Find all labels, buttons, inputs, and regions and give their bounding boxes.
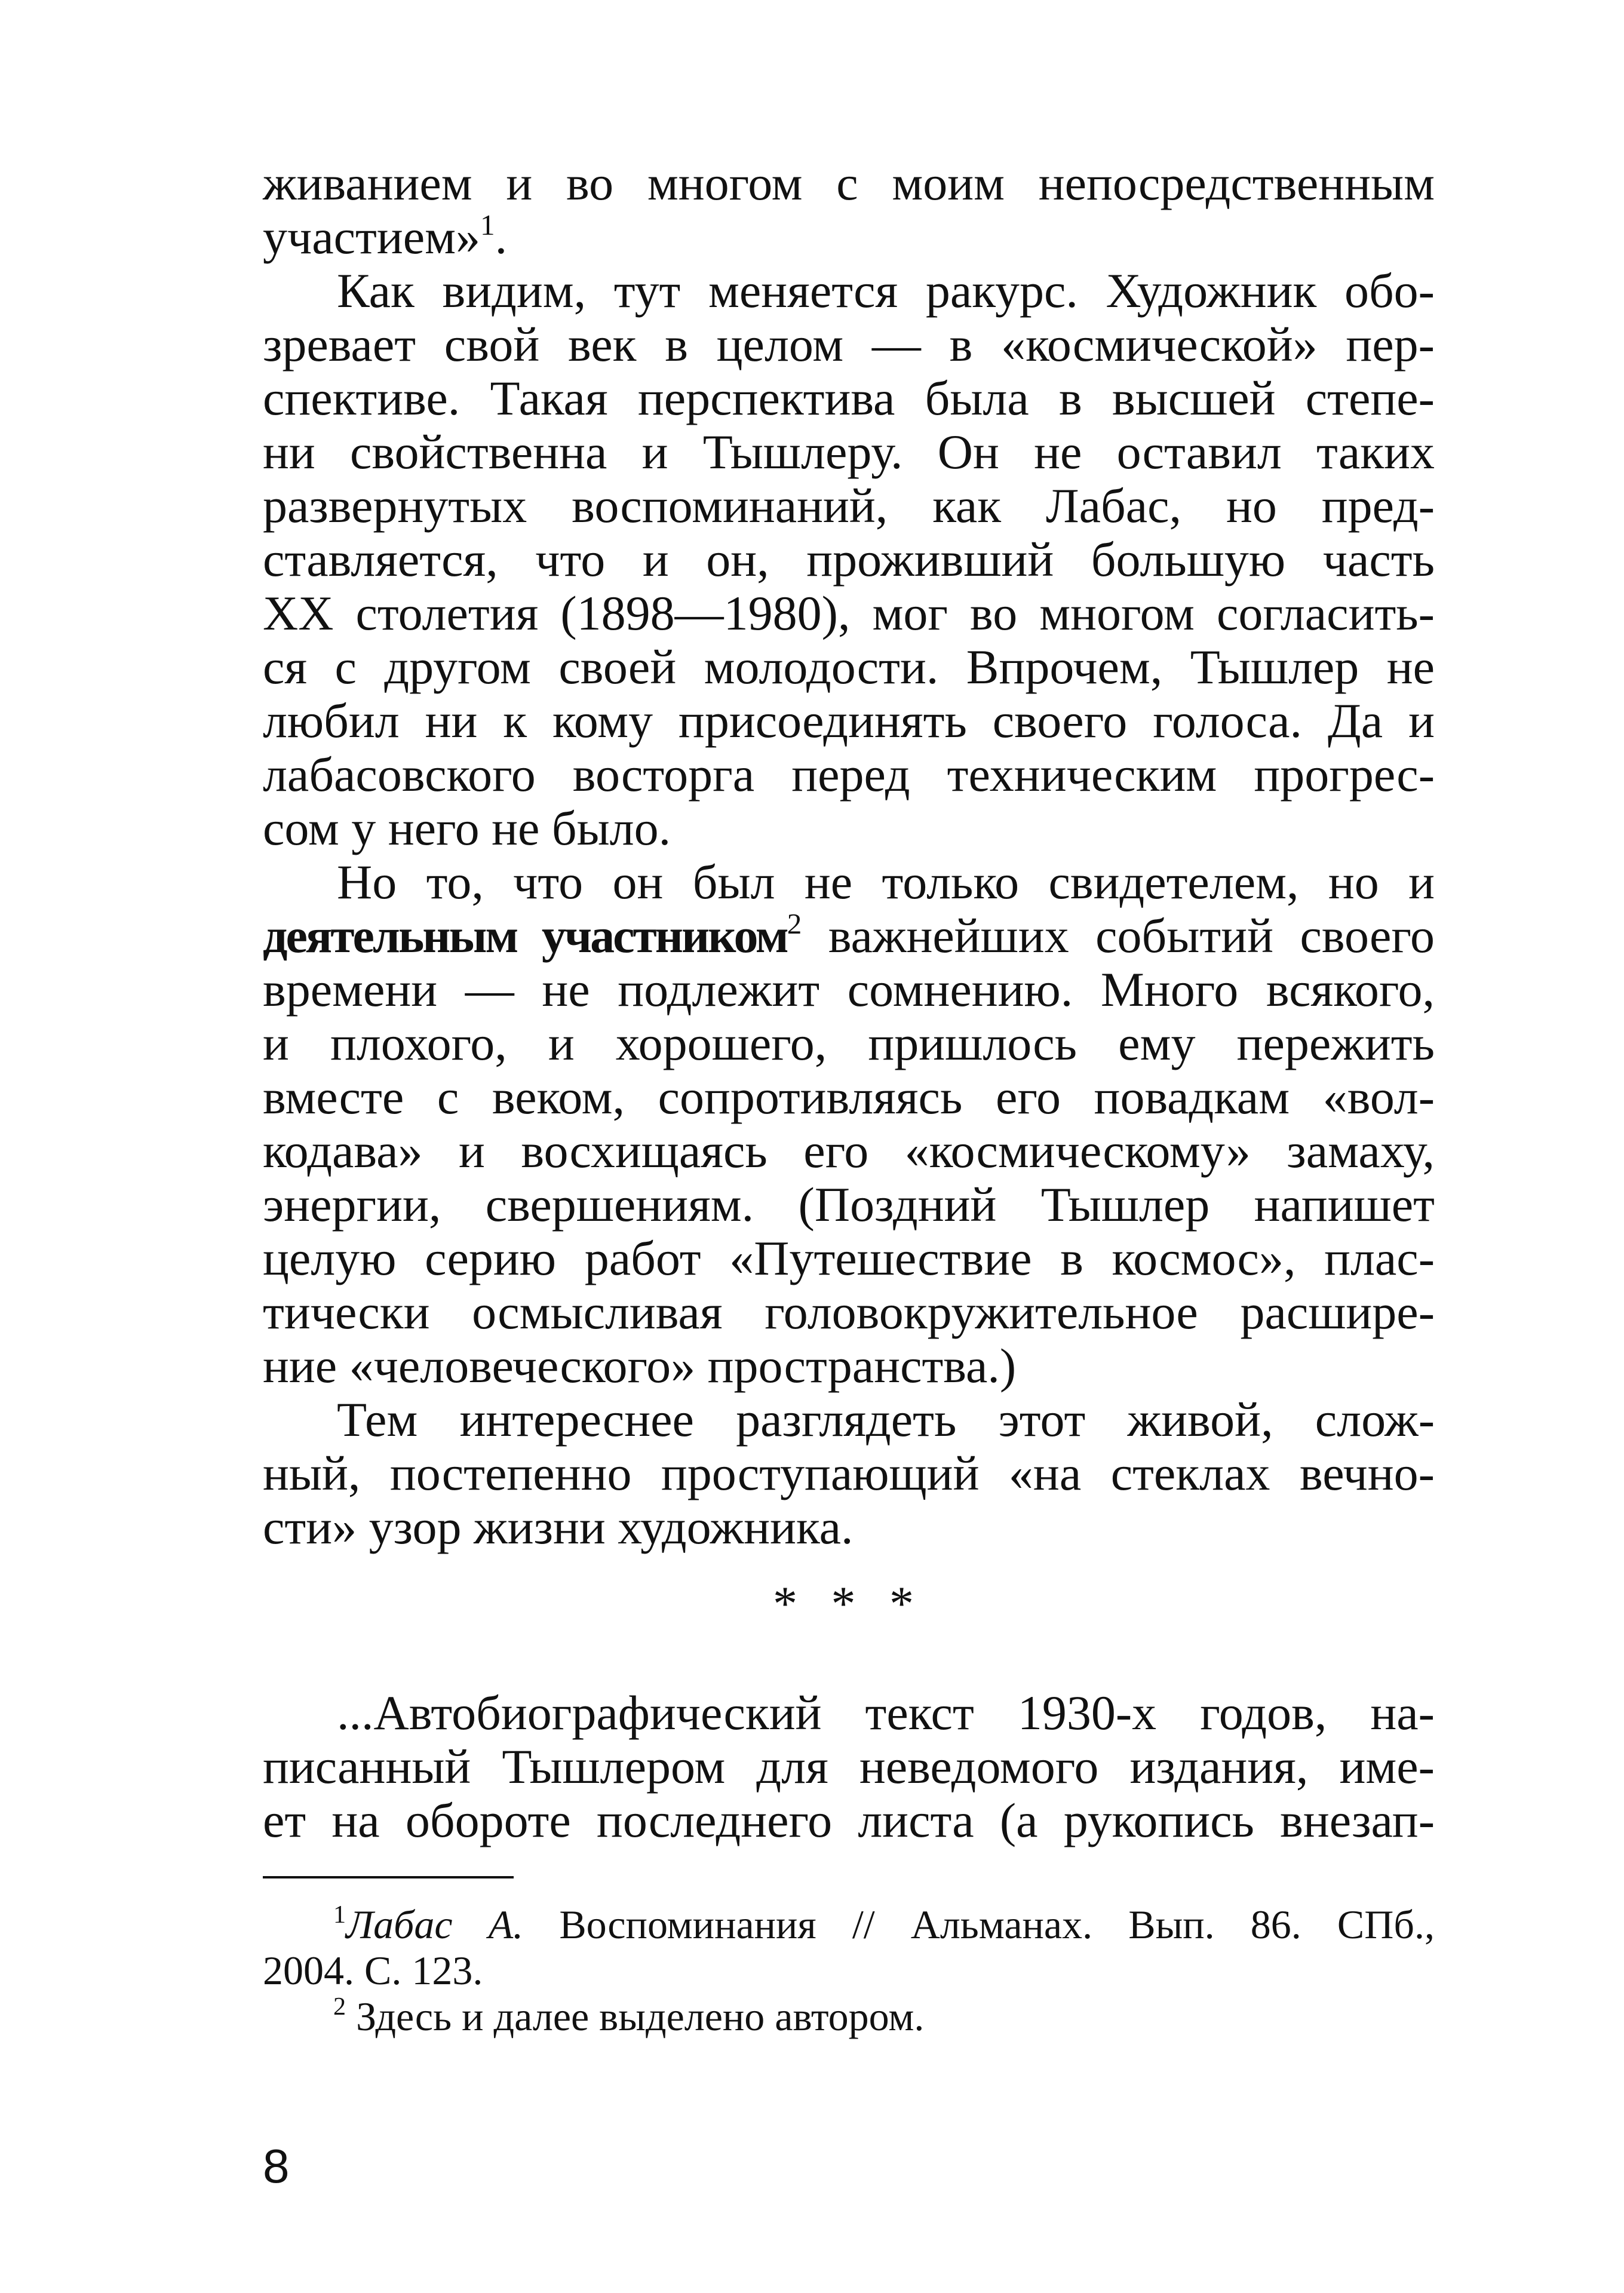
text-fragment: участием» xyxy=(263,210,481,264)
footnote-text: Здесь и далее выделено автором. xyxy=(346,1994,925,2039)
text-line: тически осмысливая головокружительное расшире- xyxy=(263,1285,1435,1339)
text-fragment: важнейших событий своего xyxy=(802,908,1435,963)
footnote-1 xyxy=(263,1902,1435,1948)
footnote-author: Лабас А. xyxy=(346,1902,524,1947)
paragraph xyxy=(263,1393,1435,1554)
text-line: и плохого, и хорошего, пришлось ему пережить xyxy=(263,1016,1435,1070)
text-line: ставляется, что и он, проживший большую часть xyxy=(263,532,1435,587)
paragraph xyxy=(263,855,1435,1393)
paragraph xyxy=(263,1686,1435,1847)
text-line: ни свойственна и Тышлеру. Он не оставил таких xyxy=(263,425,1435,479)
footnote-ref-1: 1 xyxy=(480,208,495,242)
footnote-divider xyxy=(263,1876,514,1878)
text-line: любил ни к кому присоединять своего голоса. Да и xyxy=(263,693,1435,748)
text-line: развернутых воспоминаний, как Лабас, но пред- xyxy=(263,478,1435,533)
text-line: зревает свой век в целом — в «космической» пер- xyxy=(263,317,1435,372)
section-separator: * * * xyxy=(773,1576,925,1631)
text-line: целую серию работ «Путешествие в космос», плас- xyxy=(263,1231,1435,1285)
footnote-2 xyxy=(263,1994,1435,2040)
text-line: ет на обороте последнего листа (а рукопись внезап- xyxy=(263,1793,1435,1847)
paragraph-continuation xyxy=(263,156,1435,264)
text-line: вместе с веком, сопротивляясь его повадкам «вол- xyxy=(263,1070,1435,1124)
text-fragment: . xyxy=(495,210,508,264)
text-line: сом у него не было. xyxy=(263,801,671,855)
text-line: ...Автобиографический текст 1930-х годов, на- xyxy=(337,1686,1435,1740)
text-line: энергии, свершениям. (Поздний Тышлер напишет xyxy=(263,1177,1435,1232)
paragraph xyxy=(263,264,1435,855)
text-line: кодава» и восхищаясь его «космическому» замаху, xyxy=(263,1124,1435,1178)
text-line: спективе. Такая перспектива была в высшей степе- xyxy=(263,371,1435,425)
footnote-number: 2 xyxy=(333,1993,346,2021)
text-line: Но то, что он был не только свидетелем, но и xyxy=(337,855,1435,909)
text-line: сти» узор жизни художника. xyxy=(263,1500,854,1554)
bold-emphasis: деятельным участником xyxy=(263,908,787,963)
text-line xyxy=(263,210,1435,264)
text-line: Тем интереснее разглядеть этот живой, слож- xyxy=(337,1392,1435,1447)
text-line: ся с другом своей молодости. Впрочем, Тышлер не xyxy=(263,640,1435,694)
footnote-1-cont: 2004. С. 123. xyxy=(263,1948,483,1993)
text-line: лабасовского восторга перед техническим прогрес- xyxy=(263,747,1435,802)
footnotes xyxy=(263,1902,1435,2040)
footnote-ref-2: 2 xyxy=(787,907,802,941)
text-line: XX столетия (1898—1980), мог во многом согласить- xyxy=(263,586,1435,640)
text-line: писанный Тышлером для неведомого издания, име- xyxy=(263,1739,1435,1794)
footnote-number: 1 xyxy=(333,1901,346,1929)
page-number: 8 xyxy=(263,2139,290,2193)
text-line: времени — не подлежит сомнению. Много всякого, xyxy=(263,962,1435,1017)
text-line: ный, постепенно проступающий «на стеклах вечно- xyxy=(263,1446,1435,1500)
text-line: ние «человеческого» пространства.) xyxy=(263,1339,1017,1393)
footnote-text: Воспоминания // Альманах. Вып. 86. СПб., xyxy=(523,1902,1435,1947)
text-line: Как видим, тут меняется ракурс. Художник обо- xyxy=(337,263,1435,318)
text-line: живанием и во многом с моим непосредственным xyxy=(263,156,1435,210)
text-line xyxy=(263,909,1435,963)
